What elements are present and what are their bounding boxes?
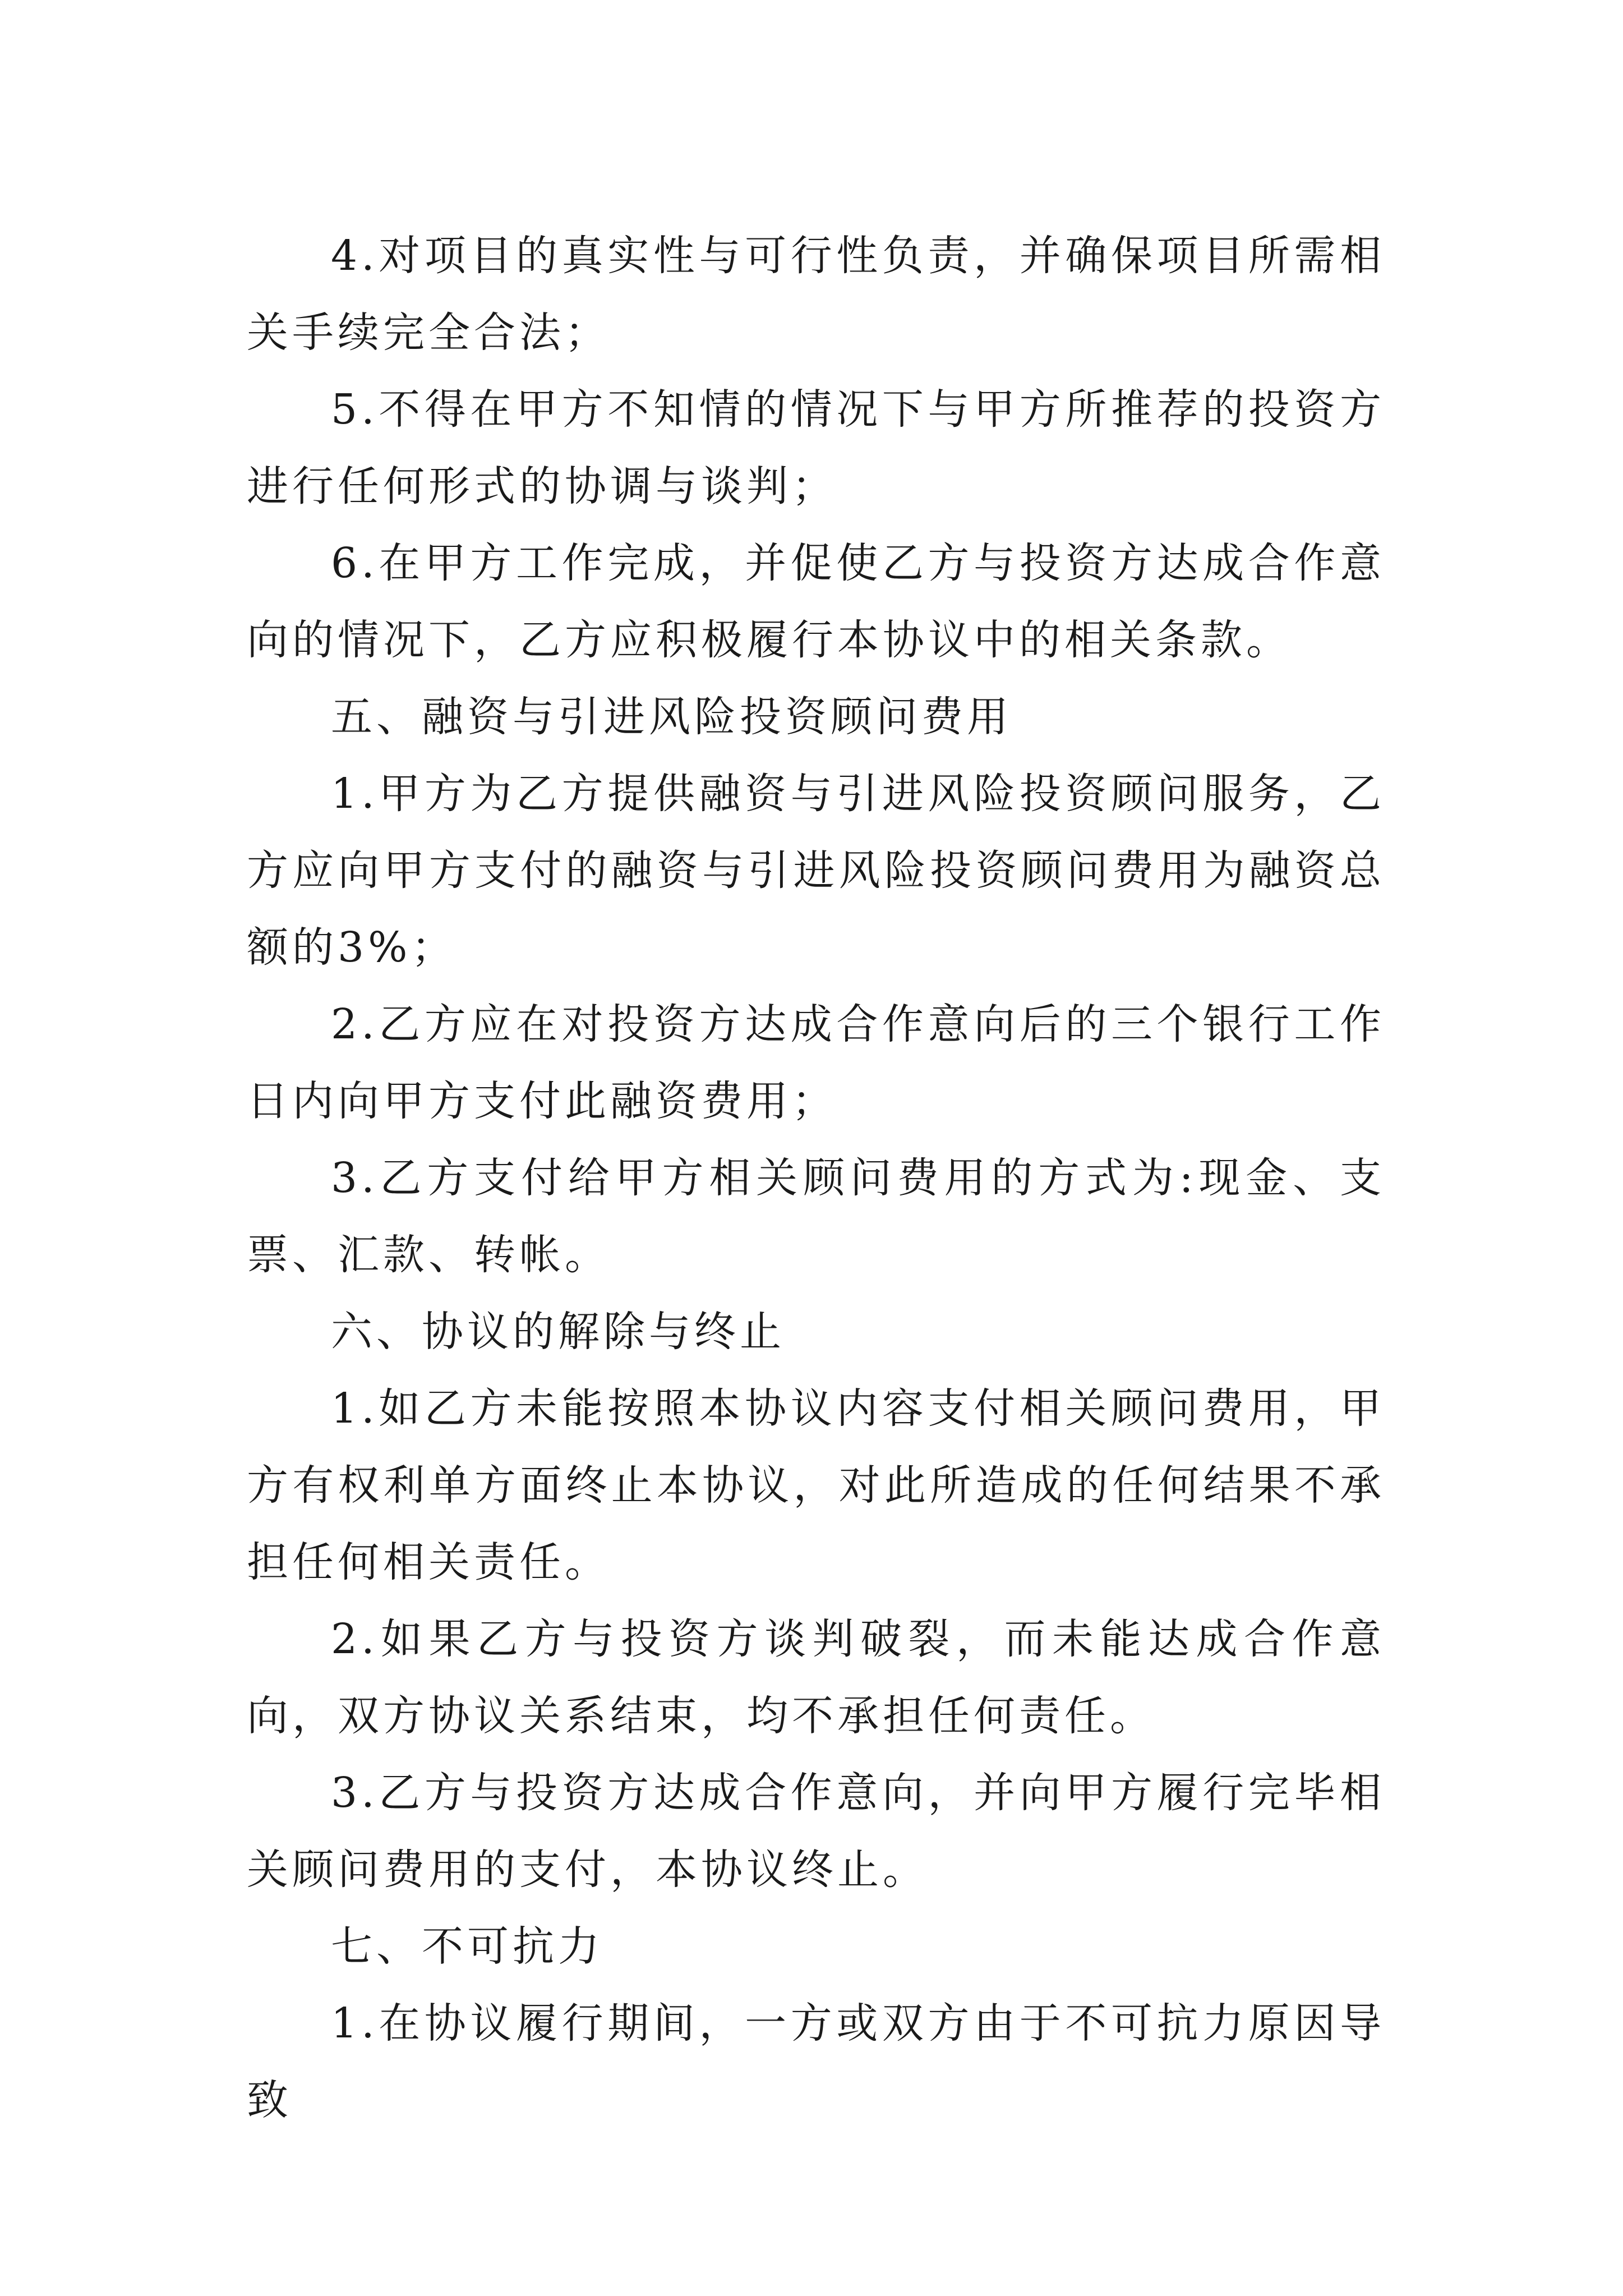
clause-paragraph: 3.乙方与投资方达成合作意向，并向甲方履行完毕相关顾问费用的支付，本协议终止。 xyxy=(247,1769,1385,1894)
clause-paragraph: 5.不得在甲方不知情的情况下与甲方所推荐的投资方进行任何形式的协调与谈判； xyxy=(247,385,1385,510)
clause-paragraph: 3.乙方支付给甲方相关顾问费用的方式为:现金、支票、汇款、转帐。 xyxy=(247,1154,1385,1279)
clause-paragraph: 1.如乙方未能按照本协议内容支付相关顾问费用，甲方有权利单方面终止本协议，对此所造成的任何结果不承担任何相关责任。 xyxy=(247,1384,1385,1586)
section-heading: 五、融资与引进风险投资顾问费用 xyxy=(331,693,1012,741)
document-body xyxy=(247,218,1385,2139)
section-heading: 六、协议的解除与终止 xyxy=(331,1308,785,1356)
clause-paragraph: 2.乙方应在对投资方达成合作意向后的三个银行工作日内向甲方支付此融资费用； xyxy=(247,1000,1385,1125)
clause-paragraph: 6.在甲方工作完成，并促使乙方与投资方达成合作意向的情况下，乙方应积极履行本协议中的相关条款。 xyxy=(247,539,1385,664)
clause-paragraph: 4.对项目的真实性与可行性负责，并确保项目所需相关手续完全合法； xyxy=(247,232,1385,357)
clause-paragraph: 1.甲方为乙方提供融资与引进风险投资顾问服务，乙方应向甲方支付的融资与引进风险投资顾问费用为融资总额的3%； xyxy=(247,770,1385,972)
section-heading: 七、不可抗力 xyxy=(331,1922,603,1971)
clause-paragraph: 1.在协议履行期间，一方或双方由于不可抗力原因导致 xyxy=(247,1999,1385,2124)
clause-paragraph: 2.如果乙方与投资方谈判破裂，而未能达成合作意向，双方协议关系结束，均不承担任何责任。 xyxy=(247,1615,1385,1740)
